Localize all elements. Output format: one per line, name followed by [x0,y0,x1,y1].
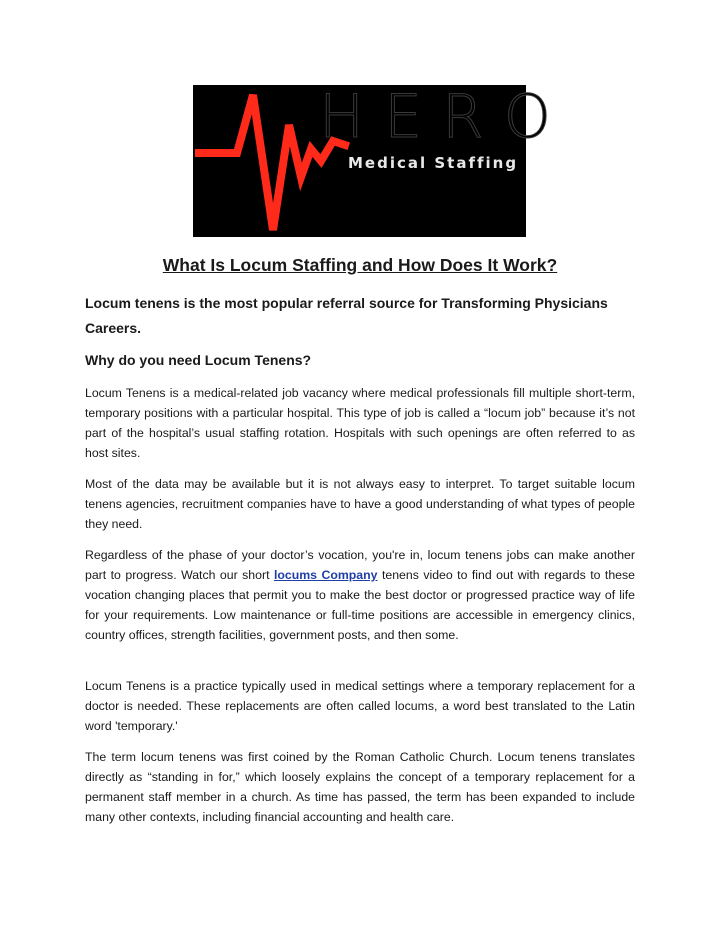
locums-company-link[interactable]: locums Company [273,568,378,582]
paragraph-career-text-after: tenens video to find out with regards to these vocation changing places that permit you to make the best doctor or progressed practice way of life for your requirements. Low maintenance or full-time positions are accessible in emergency clinics, country offices, strength facilities, government posts, and then some. [85,568,635,642]
logo-tagline: Medical Staffing [348,154,519,172]
document-title: What Is Locum Staffing and How Does It Work? [162,255,558,275]
paragraph-definition: Locum Tenens is a medical-related job vacancy where medical professionals fill multiple short-term, temporary positions with a particular hospital. This type of job is called a “locum job” because it’s not part of the hospital’s usual staffing rotation. Hospitals with such openings are often referred to as host sites. [85,386,635,460]
paragraph-career [85,545,635,645]
paragraph-data: Most of the data may be available but it is not always easy to interpret. To target suitable locum tenens agencies, recruitment companies have to have a good understanding of what types of people they need. [85,477,635,531]
paragraph-history: The term locum tenens was first coined by the Roman Catholic Church. Locum tenens translates directly as “standing in for,” which loosely explains the concept of a temporary replacement for a permanent staff member in a church. As time has passed, the term has been expanded to include many other contexts, including financial accounting and health care. [85,750,635,824]
hero-medical-staffing-logo [193,82,571,237]
paragraph-practice: Locum Tenens is a practice typically used in medical settings where a temporary replacement for a doctor is needed. These replacements are often called locums, a word best translated to the Latin word 'temporary.' [85,679,635,733]
lead-statement: Locum tenens is the most popular referral source for Transforming Physicians Careers. [85,295,608,336]
logo-brand-word: HERO [319,82,571,152]
section-heading: Why do you need Locum Tenens? [85,352,312,368]
paragraph-career-text-before: Regardless of the phase of your doctor’s vocation, you're in, locum tenens jobs can make another part to progress. Watch our short [85,548,635,582]
